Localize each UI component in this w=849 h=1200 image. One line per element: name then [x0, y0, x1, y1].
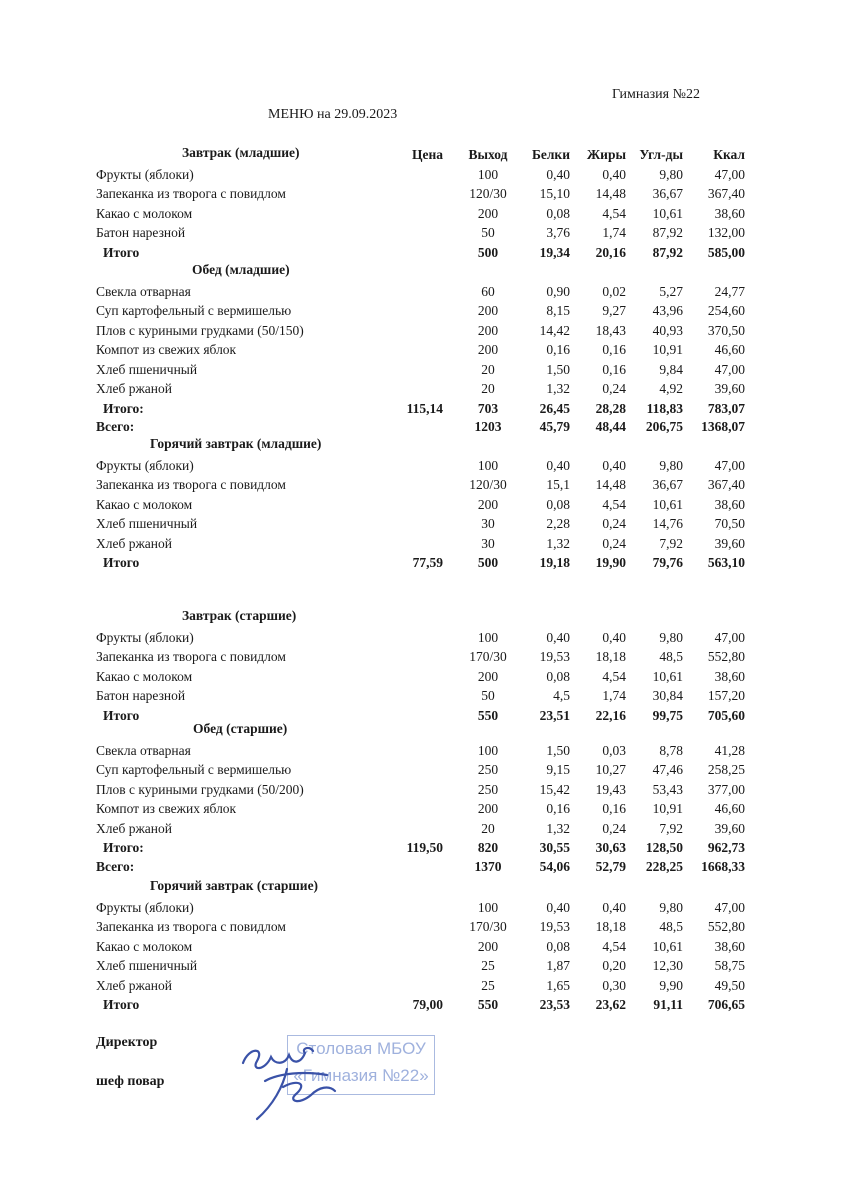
- cell-b: 3,76: [546, 225, 570, 240]
- cell-b: 15,42: [539, 781, 570, 797]
- cell-out: 25: [481, 958, 495, 973]
- cell-u: 7,92: [659, 535, 683, 551]
- cell-b: 9,15: [546, 762, 570, 777]
- section-title-hot_sr: Горячий завтрак (старшие): [150, 878, 319, 893]
- cell-name: Батон нарезной: [96, 688, 186, 703]
- cell-name: Хлеб пшеничный: [96, 958, 198, 973]
- cell-u: 10,61: [652, 938, 683, 954]
- cell-u: 4,92: [659, 381, 683, 396]
- cell-b: 15,10: [539, 186, 570, 201]
- cell-b: 19,18: [539, 555, 570, 570]
- cell-out: 25: [481, 977, 495, 993]
- cell-price: 115,14: [406, 400, 443, 416]
- cell-out: 100: [477, 457, 499, 473]
- cell-u: 9,80: [659, 899, 683, 915]
- cell-b: 0,08: [546, 496, 570, 512]
- cell-u: 9,90: [659, 977, 683, 993]
- stamp-line-1: Столовая МБОУ: [296, 1039, 426, 1058]
- cell-out: 200: [477, 342, 499, 357]
- cell-k: 70,50: [714, 516, 745, 531]
- cell-z: 30,63: [595, 840, 626, 855]
- cell-k: 585,00: [707, 244, 745, 260]
- cell-k: 254,60: [707, 303, 745, 318]
- cell-name: Компот из свежих яблок: [96, 342, 237, 357]
- cell-z: 9,27: [602, 303, 626, 318]
- cell-u: 10,91: [652, 342, 683, 357]
- cell-name: Батон нарезной: [96, 225, 186, 240]
- cell-k: 783,07: [707, 400, 745, 416]
- cell-out: 820: [477, 840, 499, 855]
- cell-k: 38,60: [714, 496, 745, 512]
- cell-out: 20: [481, 820, 495, 836]
- cell-b: 0,08: [546, 938, 570, 954]
- cell-u: 10,61: [652, 668, 683, 684]
- cell-out: 200: [477, 801, 499, 816]
- cell-out: 250: [477, 781, 499, 797]
- cell-z: 14,48: [595, 186, 626, 201]
- cell-out: 100: [477, 629, 499, 645]
- cell-name: Какао с молоком: [96, 668, 193, 684]
- cell-b: 4,5: [553, 688, 570, 703]
- cell-z: 4,54: [602, 496, 626, 512]
- section-title-hot_jr: Горячий завтрак (младшие): [150, 436, 322, 451]
- cell-z: 0,30: [602, 977, 626, 993]
- cell-k: 47,00: [714, 361, 745, 377]
- cell-z: 10,27: [595, 762, 626, 777]
- table-row: [0, 379, 849, 398]
- cell-k: 552,80: [707, 649, 745, 664]
- chef-label: шеф повар: [96, 1074, 165, 1089]
- cell-b: 0,08: [546, 205, 570, 221]
- cell-out: 200: [477, 938, 499, 954]
- cell-k: 38,60: [714, 205, 745, 221]
- cell-name: Хлеб ржаной: [96, 977, 172, 993]
- cell-z: 23,62: [595, 997, 626, 1012]
- column-header-row: [0, 145, 849, 164]
- menu-title: МЕНЮ на 29.09.2023: [268, 107, 398, 122]
- cell-u: 79,76: [652, 555, 683, 570]
- table-row: [0, 667, 849, 686]
- cell-price: 77,59: [412, 555, 443, 570]
- cell-b: 0,16: [546, 342, 570, 357]
- cell-out: 1370: [474, 858, 502, 874]
- cell-out: 170/30: [469, 649, 507, 664]
- cell-out: 30: [481, 535, 495, 551]
- cell-name: Итого: [103, 707, 140, 723]
- cell-k: 377,00: [707, 781, 745, 797]
- cell-b: 23,51: [539, 707, 570, 723]
- table-row: [0, 628, 849, 647]
- cell-k: 24,77: [714, 283, 745, 299]
- cell-u: 53,43: [652, 781, 683, 797]
- table-row: [0, 301, 849, 320]
- cell-z: 22,16: [595, 707, 626, 723]
- table-row: [0, 780, 849, 799]
- cell-name: Итого:: [103, 400, 144, 416]
- cell-name: Итого: [103, 244, 140, 260]
- cell-k: 47,00: [714, 166, 745, 182]
- cell-k: 157,20: [707, 688, 745, 703]
- cell-z: 19,43: [595, 781, 626, 797]
- signature-icon: [235, 1035, 355, 1125]
- cell-name: Всего:: [96, 858, 135, 874]
- cell-k: 39,60: [714, 381, 745, 396]
- cell-out: 703: [477, 400, 499, 416]
- table-row: [0, 495, 849, 514]
- cell-u: 8,78: [659, 742, 683, 758]
- cell-name: Итого:: [103, 840, 144, 855]
- cell-z: 52,79: [595, 858, 626, 874]
- total-row: [0, 995, 849, 1014]
- table-row: [0, 976, 849, 995]
- cell-name: Какао с молоком: [96, 938, 193, 954]
- cell-name: Фрукты (яблоки): [96, 629, 194, 645]
- section-title-lunch_sr: Обед (старшие): [193, 721, 288, 736]
- cell-k: 38,60: [714, 938, 745, 954]
- cell-name: Какао с молоком: [96, 496, 193, 512]
- cell-k: 132,00: [707, 225, 745, 240]
- table-row: [0, 204, 849, 223]
- cell-name: Хлеб ржаной: [96, 535, 172, 551]
- table-row: [0, 760, 849, 779]
- cell-u: 9,84: [659, 361, 683, 377]
- cell-out: 50: [481, 225, 495, 240]
- cell-name: Плов с куриными грудками (50/200): [96, 781, 304, 797]
- cell-b: 30,55: [539, 840, 570, 855]
- cell-b: 0,40: [546, 899, 570, 915]
- cell-k: 367,40: [707, 186, 745, 201]
- cell-k: 58,75: [714, 958, 745, 973]
- cell-b: 1,87: [546, 958, 570, 973]
- cell-out: 120/30: [469, 477, 507, 492]
- grand-total-row: [0, 857, 849, 876]
- cell-z: 18,18: [595, 919, 626, 934]
- section-title-breakfast_jr: Завтрак (младшие): [182, 145, 300, 160]
- table-row: [0, 898, 849, 917]
- cell-b: 8,15: [546, 303, 570, 318]
- cell-z: 18,43: [595, 322, 626, 338]
- table-row: [0, 184, 849, 203]
- cell-b: 19,34: [539, 244, 570, 260]
- cell-b: 23,53: [539, 997, 570, 1012]
- cell-k: 367,40: [707, 477, 745, 492]
- cell-u: 206,75: [645, 419, 683, 434]
- table-row: [0, 360, 849, 379]
- cell-out: 250: [477, 762, 499, 777]
- cell-k: 563,10: [707, 555, 745, 570]
- section-title-lunch_jr: Обед (младшие): [192, 262, 290, 277]
- table-row: [0, 282, 849, 301]
- cell-k: 38,60: [714, 668, 745, 684]
- cell-z: 0,24: [602, 381, 626, 396]
- cell-name: Какао с молоком: [96, 205, 193, 221]
- cell-z: 28,28: [595, 400, 626, 416]
- cell-u: 9,80: [659, 166, 683, 182]
- cell-name: Итого: [103, 997, 140, 1012]
- cell-z: 0,24: [602, 535, 626, 551]
- cell-out: 100: [477, 166, 499, 182]
- cell-b: 0,40: [546, 629, 570, 645]
- cell-name: Запеканка из творога с повидлом: [96, 477, 286, 492]
- cell-b: 0,08: [546, 668, 570, 684]
- cell-out: 30: [481, 516, 495, 531]
- cell-u: 118,83: [646, 400, 683, 416]
- cell-price: 79,00: [412, 997, 443, 1012]
- cell-u: 47,46: [652, 762, 683, 777]
- cell-name: Суп картофельный с вермишелью: [96, 762, 292, 777]
- column-header: Белки: [531, 147, 570, 162]
- cell-out: 200: [477, 205, 499, 221]
- column-header: Жиры: [586, 147, 626, 162]
- cell-k: 706,65: [707, 997, 745, 1012]
- cell-z: 14,48: [595, 477, 626, 492]
- cell-z: 0,20: [602, 958, 626, 973]
- cell-k: 962,73: [707, 840, 745, 855]
- cell-u: 40,93: [652, 322, 683, 338]
- cell-b: 45,79: [539, 419, 570, 434]
- cell-u: 99,75: [652, 707, 683, 723]
- cell-z: 0,40: [602, 457, 626, 473]
- cell-z: 1,74: [602, 225, 626, 240]
- cell-u: 14,76: [652, 516, 683, 531]
- cell-z: 4,54: [602, 205, 626, 221]
- cell-name: Итого: [103, 555, 140, 570]
- cell-z: 4,54: [602, 668, 626, 684]
- cell-out: 120/30: [469, 186, 507, 201]
- cell-out: 60: [481, 283, 495, 299]
- cell-u: 12,30: [652, 958, 683, 973]
- cell-k: 39,60: [714, 535, 745, 551]
- cell-u: 10,61: [652, 496, 683, 512]
- cell-b: 0,40: [546, 457, 570, 473]
- director-label: Директор: [96, 1035, 158, 1050]
- cell-name: Запеканка из творога с повидлом: [96, 919, 286, 934]
- cell-z: 1,74: [602, 688, 626, 703]
- cell-k: 552,80: [707, 919, 745, 934]
- table-row: [0, 917, 849, 936]
- cell-k: 1668,33: [701, 858, 745, 874]
- cell-u: 87,92: [652, 225, 683, 240]
- cell-name: Хлеб ржаной: [96, 820, 172, 836]
- cell-name: Хлеб пшеничный: [96, 361, 198, 377]
- cell-b: 1,32: [546, 381, 570, 396]
- cell-name: Суп картофельный с вермишелью: [96, 303, 292, 318]
- column-header: Выход: [468, 147, 508, 162]
- table-row: [0, 956, 849, 975]
- cell-k: 705,60: [707, 707, 745, 723]
- table-row: [0, 514, 849, 533]
- cell-z: 18,18: [595, 649, 626, 664]
- table-row: [0, 741, 849, 760]
- total-row: [0, 838, 849, 857]
- total-row: [0, 553, 849, 572]
- cell-z: 0,16: [602, 801, 626, 816]
- cell-b: 19,53: [539, 649, 570, 664]
- cell-z: 4,54: [602, 938, 626, 954]
- column-header: Ккал: [713, 147, 745, 162]
- cell-name: Свекла отварная: [96, 742, 191, 758]
- table-row: [0, 686, 849, 705]
- column-header: Цена: [411, 147, 443, 162]
- cell-k: 49,50: [714, 977, 745, 993]
- cell-b: 54,06: [539, 858, 570, 874]
- cell-z: 0,16: [602, 361, 626, 377]
- cell-u: 9,80: [659, 457, 683, 473]
- cell-u: 7,92: [659, 820, 683, 836]
- cell-out: 100: [477, 742, 499, 758]
- cell-k: 46,60: [714, 801, 745, 816]
- cell-name: Плов с куриными грудками (50/150): [96, 322, 304, 338]
- cell-u: 30,84: [652, 688, 683, 703]
- cell-u: 36,67: [652, 477, 683, 492]
- cell-name: Фрукты (яблоки): [96, 457, 194, 473]
- cell-u: 228,25: [645, 858, 683, 874]
- cell-out: 100: [477, 899, 499, 915]
- cell-b: 15,1: [546, 477, 570, 492]
- table-row: [0, 937, 849, 956]
- cell-out: 200: [477, 322, 499, 338]
- cell-b: 1,50: [546, 742, 570, 758]
- cell-z: 0,02: [602, 283, 626, 299]
- cell-b: 1,65: [546, 977, 570, 993]
- cell-b: 1,50: [546, 361, 570, 377]
- total-row: [0, 399, 849, 418]
- cell-u: 128,50: [645, 840, 683, 855]
- table-row: [0, 165, 849, 184]
- grand-total-row: [0, 417, 849, 436]
- table-row: [0, 321, 849, 340]
- cell-u: 10,91: [652, 801, 683, 816]
- cell-z: 0,24: [602, 820, 626, 836]
- cell-name: Запеканка из творога с повидлом: [96, 649, 286, 664]
- cell-u: 87,92: [652, 244, 683, 260]
- cell-out: 200: [477, 668, 499, 684]
- total-row: [0, 706, 849, 725]
- cell-k: 41,28: [714, 742, 745, 758]
- cell-z: 0,40: [602, 629, 626, 645]
- cell-out: 50: [481, 688, 495, 703]
- cell-name: Компот из свежих яблок: [96, 801, 237, 816]
- cell-b: 14,42: [539, 322, 570, 338]
- cell-u: 43,96: [652, 303, 683, 318]
- cell-out: 20: [481, 361, 495, 377]
- cell-out: 170/30: [469, 919, 507, 934]
- table-row: [0, 475, 849, 494]
- cell-name: Всего:: [96, 419, 135, 434]
- cell-k: 370,50: [707, 322, 745, 338]
- cell-k: 47,00: [714, 899, 745, 915]
- cell-z: 0,40: [602, 899, 626, 915]
- cell-name: Запеканка из творога с повидлом: [96, 186, 286, 201]
- cell-out: 200: [477, 496, 499, 512]
- cell-u: 9,80: [659, 629, 683, 645]
- school-name: Гимназия №22: [612, 87, 700, 102]
- cell-name: Хлеб ржаной: [96, 381, 172, 396]
- cell-b: 26,45: [539, 400, 570, 416]
- cell-z: 0,03: [602, 742, 626, 758]
- stamp-line-2: «Гимназия №22»: [293, 1066, 429, 1085]
- cell-u: 48,5: [659, 919, 683, 934]
- cell-out: 500: [477, 555, 499, 570]
- cell-name: Хлеб пшеничный: [96, 516, 198, 531]
- cell-z: 0,16: [602, 342, 626, 357]
- cell-out: 500: [477, 244, 499, 260]
- cell-u: 5,27: [659, 283, 683, 299]
- cell-out: 200: [477, 303, 499, 318]
- section-title-breakfast_sr: Завтрак (старшие): [182, 608, 297, 623]
- total-row: [0, 243, 849, 262]
- cell-name: Свекла отварная: [96, 283, 191, 299]
- cell-u: 91,11: [653, 997, 683, 1012]
- cell-b: 0,40: [546, 166, 570, 182]
- cell-k: 258,25: [707, 762, 745, 777]
- cell-b: 1,32: [546, 820, 570, 836]
- cell-out: 550: [477, 997, 499, 1012]
- cell-price: 119,50: [406, 840, 443, 855]
- cell-k: 46,60: [714, 342, 745, 357]
- cell-u: 36,67: [652, 186, 683, 201]
- cell-name: Фрукты (яблоки): [96, 899, 194, 915]
- cell-name: Фрукты (яблоки): [96, 166, 194, 182]
- cell-z: 48,44: [595, 419, 626, 434]
- cell-out: 550: [477, 707, 499, 723]
- column-header: Угл-ды: [639, 147, 683, 162]
- cell-b: 0,90: [546, 283, 570, 299]
- cell-b: 2,28: [546, 516, 570, 531]
- table-row: [0, 799, 849, 818]
- cell-u: 10,61: [652, 205, 683, 221]
- cell-k: 47,00: [714, 457, 745, 473]
- table-row: [0, 819, 849, 838]
- cell-k: 1368,07: [701, 419, 745, 434]
- table-row: [0, 340, 849, 359]
- cell-out: 20: [481, 381, 495, 396]
- table-row: [0, 456, 849, 475]
- cell-z: 0,40: [602, 166, 626, 182]
- cell-b: 0,16: [546, 801, 570, 816]
- table-row: [0, 534, 849, 553]
- cell-b: 19,53: [539, 919, 570, 934]
- table-row: [0, 223, 849, 242]
- cell-b: 1,32: [546, 535, 570, 551]
- cell-k: 47,00: [714, 629, 745, 645]
- cell-out: 1203: [474, 419, 502, 434]
- cell-k: 39,60: [714, 820, 745, 836]
- table-row: [0, 647, 849, 666]
- cell-z: 19,90: [595, 555, 626, 570]
- cell-u: 48,5: [659, 649, 683, 664]
- cell-z: 20,16: [595, 244, 626, 260]
- cell-z: 0,24: [602, 516, 626, 531]
